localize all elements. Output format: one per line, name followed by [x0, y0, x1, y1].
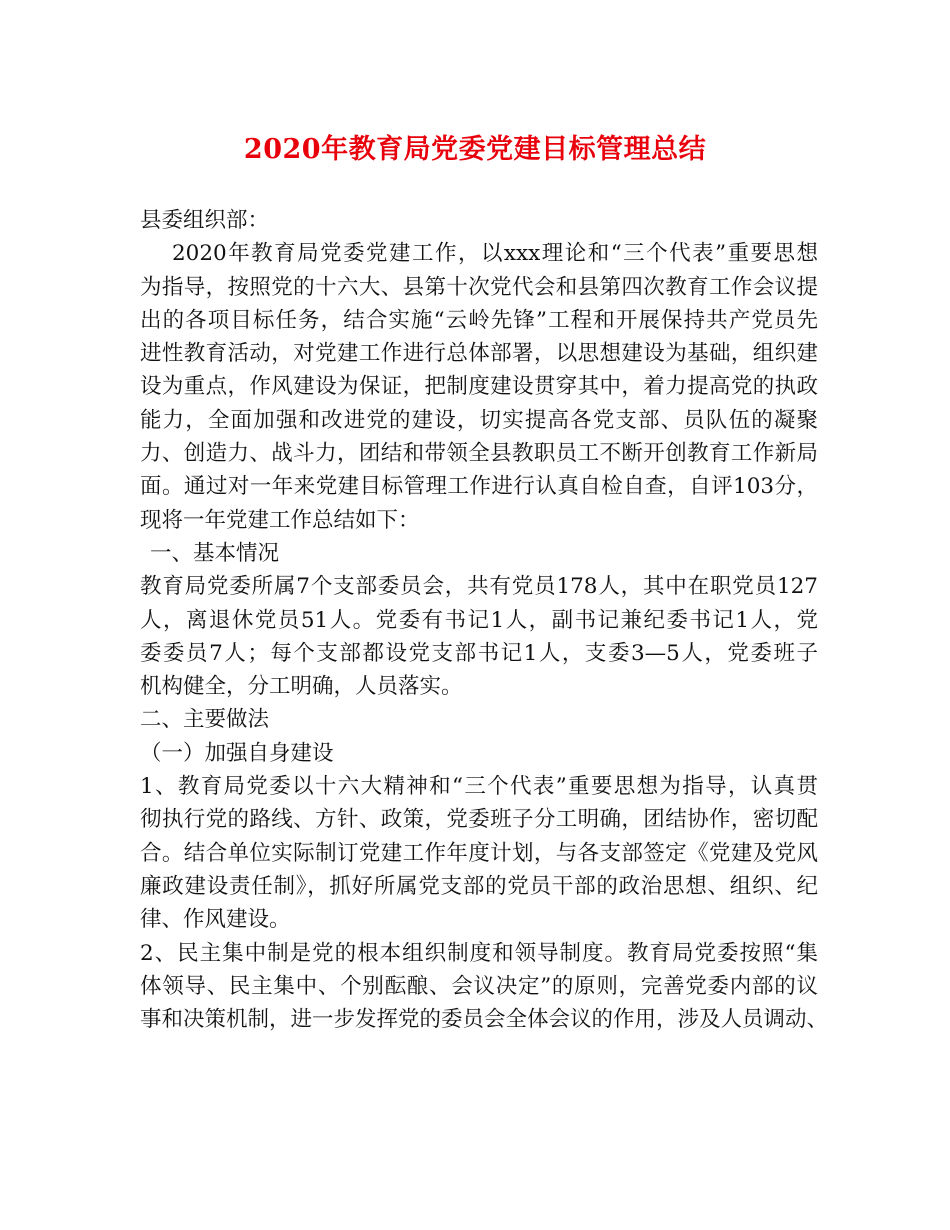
text-line: 事和决策机制，进一步发挥党的委员会全体会议的作用，涉及人员调动、 — [140, 1007, 829, 1033]
text-line: 1、教育局党委以十六大精神和“三个代表”重要思想为指导，认真贯 — [140, 774, 818, 800]
document-body — [140, 204, 829, 1036]
document-title: 2020年教育局党委党建目标管理总结 — [243, 134, 707, 165]
text-line: 廉政建设责任制》，抓好所属党支部的党员干部的政治思想、组织、纪 — [140, 873, 818, 899]
text-line: 彻执行党的路线、方针、政策，党委班子分工明确，团结协作，密切配 — [140, 807, 818, 833]
text-line: 一、基本情况 — [150, 540, 280, 566]
text-line: 人，离退休党员51人。党委有书记1人，副书记兼纪委书记1人，党 — [140, 607, 818, 633]
text-line: 2020年教育局党委党建工作，以xxx理论和“三个代表”重要思想 — [172, 241, 818, 267]
text-line: 合。结合单位实际制订党建工作年度计划，与各支部签定《党建及党风 — [140, 840, 818, 866]
text-line: 委委员7人；每个支部都设党支部书记1人，支委3—5人，党委班子 — [140, 640, 818, 666]
text-line: 体领导、民主集中、个别酝酿、会议决定”的原则，完善党委内部的议 — [140, 973, 818, 999]
text-line: 2、民主集中制是党的根本组织制度和领导制度。教育局党委按照“集 — [140, 940, 818, 966]
text-line: 县委组织部： — [140, 208, 270, 233]
text-line: 二、主要做法 — [140, 707, 270, 733]
text-line: （一）加强自身建设 — [140, 740, 334, 766]
text-line: 现将一年党建工作总结如下： — [140, 507, 420, 533]
text-line: 律、作风建设。 — [140, 907, 291, 933]
text-line: 面。通过对一年来党建目标管理工作进行认真自检自查，自评103分， — [140, 474, 818, 500]
text-line: 设为重点，作风建设为保证，把制度建设贯穿其中，着力提高党的执政 — [140, 374, 818, 400]
text-line: 机构健全，分工明确，人员落实。 — [140, 674, 463, 700]
text-line: 为指导，按照党的十六大、县第十次党代会和县第四次教育工作会议提 — [140, 274, 818, 300]
text-line: 出的各项目标任务，结合实施“云岭先锋”工程和开展保持共产党员先 — [140, 307, 818, 333]
text-line: 能力，全面加强和改进党的建设，切实提高各党支部、员队伍的凝聚 — [140, 407, 818, 433]
text-line: 力、创造力、战斗力，团结和带领全县教职员工不断开创教育工作新局 — [140, 441, 818, 467]
text-line: 教育局党委所属7个支部委员会，共有党员178人，其中在职党员127 — [140, 574, 818, 600]
text-line: 进性教育活动，对党建工作进行总体部署，以思想建设为基础，组织建 — [140, 341, 818, 367]
